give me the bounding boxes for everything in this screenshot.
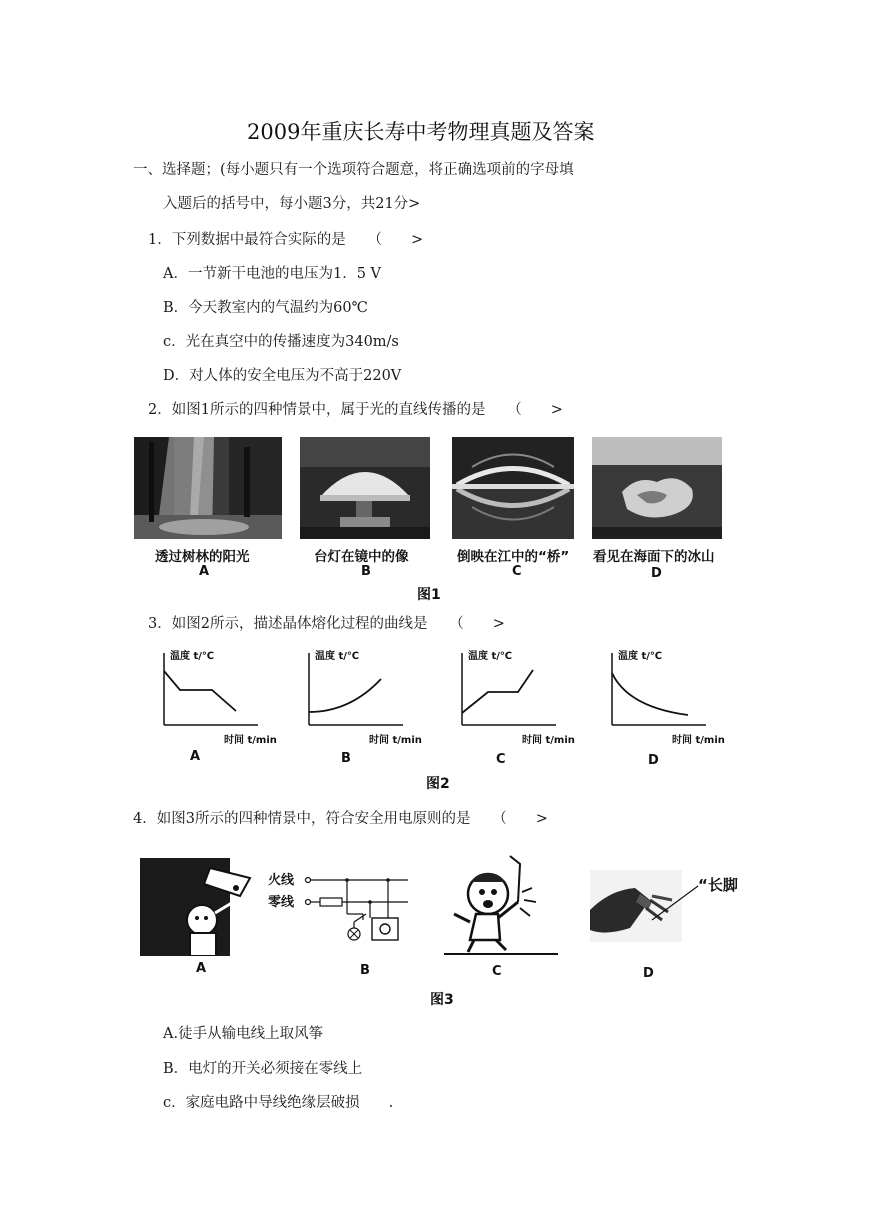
graph-c-x-label: 时间 t/min <box>522 735 575 746</box>
section-heading-line2: 入题后的括号中，每小题3分，共21分> <box>163 196 421 212</box>
fig1-letter-c: C <box>512 564 522 579</box>
graph-b-x-label: 时间 t/min <box>369 735 422 746</box>
graph-b <box>295 645 430 750</box>
q3-stem: 3．如图2所示，描述晶体熔化过程的曲线是 （ > <box>148 616 505 632</box>
q1-option-c: c．光在真空中的传播速度为340m/s <box>163 334 399 350</box>
fig3-letter-a: A <box>196 961 207 976</box>
q4-option-c: c．家庭电路中导线绝缘层破损 . <box>163 1095 394 1111</box>
photo-kite-on-power-line <box>140 858 255 956</box>
fig1-letter-d: D <box>651 566 662 581</box>
photo-bridge-reflection <box>452 437 574 539</box>
circuit-diagram <box>268 862 420 954</box>
long-foot-pointer <box>650 884 700 924</box>
figure-3-label: 图3 <box>430 992 454 1008</box>
graph-c-y-label: 温度 t/℃ <box>468 651 513 662</box>
q1-option-a: A．一节新干电池的电压为1．5 V <box>163 266 382 282</box>
graph-a <box>150 645 285 750</box>
fig3-letter-c: C <box>492 964 502 979</box>
q1-option-d: D．对人体的安全电压为不高于220V <box>163 368 402 384</box>
figure-1-label: 图1 <box>417 587 441 603</box>
photo-lamp-in-mirror <box>300 437 430 539</box>
q4-option-a: A.徒手从输电线上取风筝 <box>163 1026 324 1042</box>
q2-stem: 2．如图1所示的四种情景中，属于光的直线传播的是 （ > <box>148 402 563 418</box>
zero-line-label: 零线 <box>268 895 295 910</box>
graph-d <box>598 645 733 750</box>
graph-a-y-label: 温度 t/℃ <box>170 651 215 662</box>
fig1-caption-d: 看见在海面下的冰山 <box>593 549 715 565</box>
photo-iceberg-under-sea <box>592 437 722 539</box>
page-title: 2009年重庆长寿中考物理真题及答案 <box>247 120 595 144</box>
fig2-letter-c: C <box>496 752 506 767</box>
fire-line-label: 火线 <box>268 873 295 888</box>
fig1-letter-a: A <box>199 564 210 579</box>
graph-b-y-label: 温度 t/℃ <box>315 651 360 662</box>
fig2-letter-b: B <box>341 751 351 766</box>
fig1-caption-b: 台灯在镜中的像 <box>314 549 409 565</box>
fig2-letter-a: A <box>190 749 201 764</box>
fig3-letter-b: B <box>360 963 370 978</box>
q1-stem: 1．下列数据中最符合实际的是 （ > <box>148 232 424 248</box>
figure-2-label: 图2 <box>426 776 450 792</box>
graph-d-y-label: 温度 t/℃ <box>618 651 663 662</box>
q1-option-b: B．今天教室内的气温约为60℃ <box>163 300 368 316</box>
fig2-letter-d: D <box>648 753 659 768</box>
q4-stem: 4．如图3所示的四种情景中，符合安全用电原则的是 （ > <box>133 811 548 827</box>
photo-child-electric-shock <box>440 852 558 958</box>
photo-sunlight-through-forest <box>134 437 282 539</box>
long-foot-label: “长脚 <box>698 876 738 894</box>
graph-a-x-label: 时间 t/min <box>224 735 277 746</box>
q4-option-b: B．电灯的开关必须接在零线上 <box>163 1061 363 1077</box>
section-heading-line1: 一、选择题；(每小题只有一个选项符合题意，将正确选项前的字母填 <box>133 162 574 178</box>
fig1-caption-a: 透过树林的阳光 <box>155 549 250 565</box>
fig1-letter-b: B <box>361 564 371 579</box>
fig3-letter-d: D <box>643 966 654 981</box>
graph-d-x-label: 时间 t/min <box>672 735 725 746</box>
fig1-caption-c: 倒映在江中的“桥” <box>457 549 570 565</box>
graph-c <box>448 645 583 750</box>
